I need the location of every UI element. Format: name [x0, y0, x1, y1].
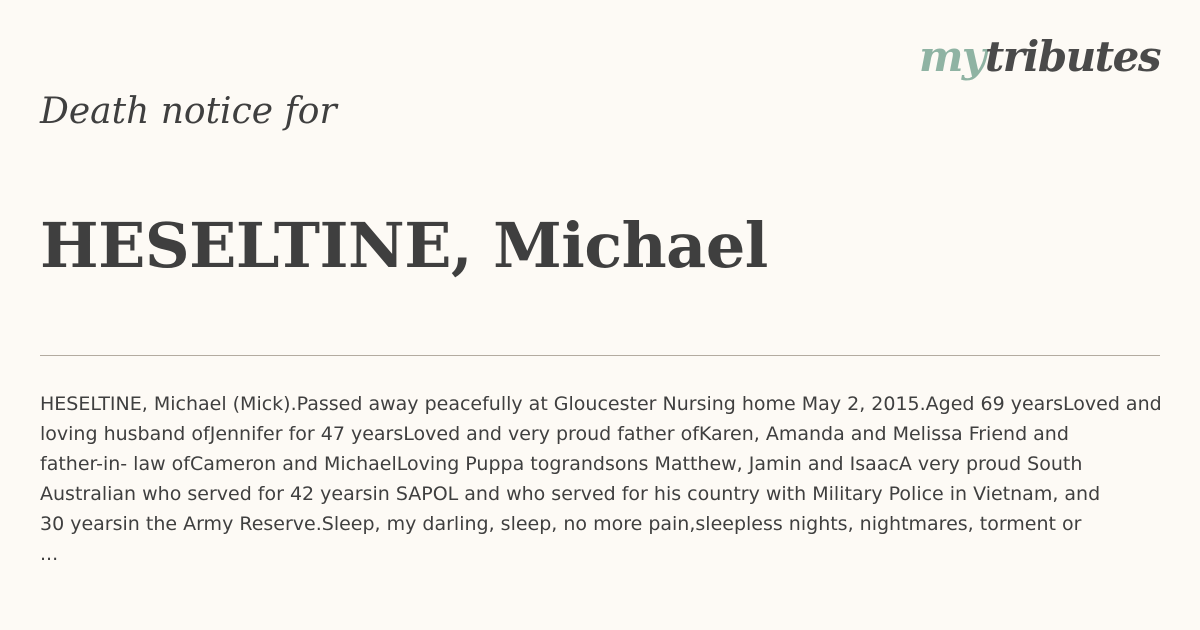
- notice-body: HESELTINE, Michael (Mick).Passed away peacefully at Gloucester Nursing home May 2, 2015.Aged 69 yearsLoved and loving husband ofJennifer for 47 yearsLoved and very proud father ofKaren, Amanda and Melissa Friend and father-in- law ofCameron and MichaelLoving Puppa tograndsons Matthew, Jamin and IsaacA very proud South Australian who served for 42 yearsin SAPOL and who served for his country with Military Police in Vietnam, and 30 yearsin the Army Reserve.Sleep, my darling, sleep, no more pain,sleepless nights, nightmares, torment or ...: [40, 393, 1162, 565]
- logo-part-tributes: tributes: [984, 32, 1160, 81]
- divider: [40, 355, 1160, 356]
- mytributes-logo[interactable]: [918, 32, 1160, 81]
- notice-kicker: Death notice for: [40, 91, 337, 132]
- deceased-name: HESELTINE, Michael: [40, 209, 768, 282]
- logo-part-my: my: [918, 32, 985, 81]
